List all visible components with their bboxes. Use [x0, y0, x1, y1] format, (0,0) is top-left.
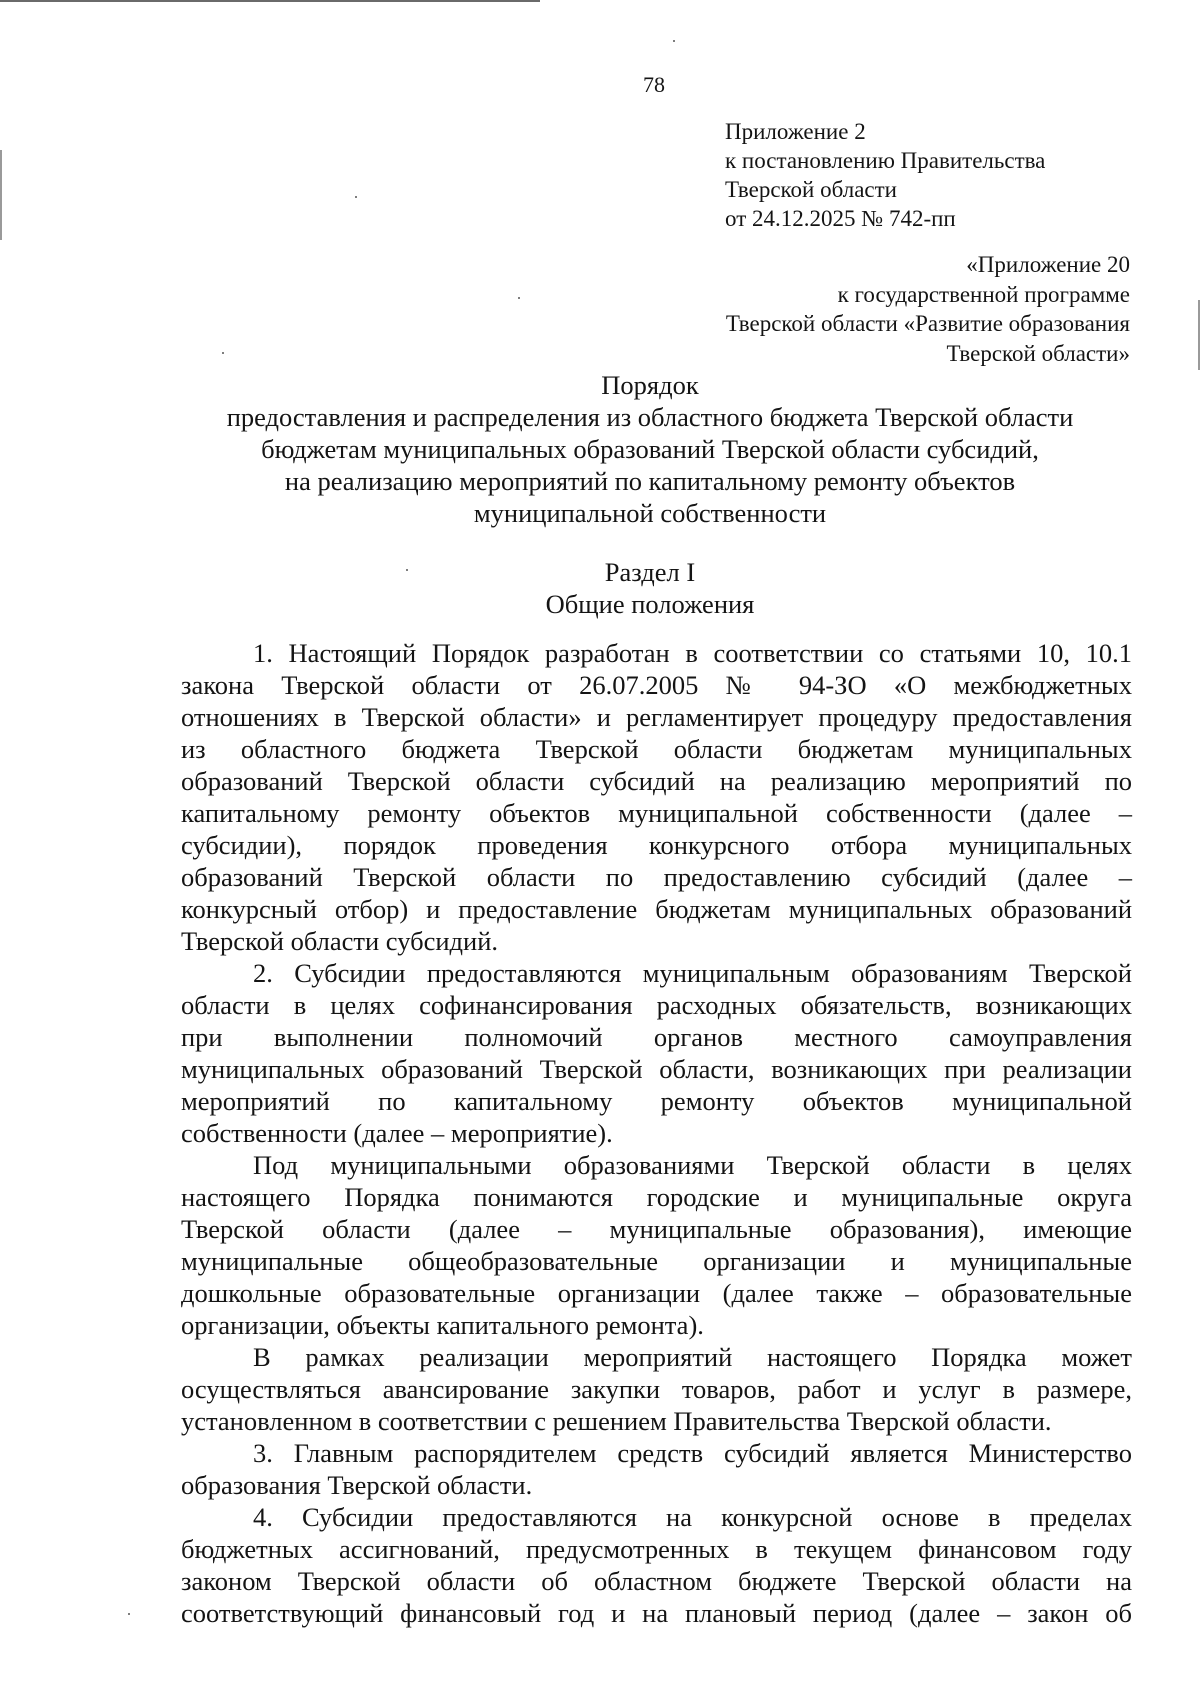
text-line: В рамках реализации мероприятий настоящего Порядка может — [253, 1342, 1132, 1372]
text-line: 1. Настоящий Порядок разработан в соответствии со статьями 10, 10.1 — [253, 638, 1132, 668]
text-line: осуществляться авансирование закупки товаров, работ и услуг в размере, — [181, 1374, 1132, 1404]
text-line: из областного бюджета Тверской области бюджетам муниципальных — [181, 734, 1132, 764]
text-line: дошкольные образовательные организации (далее также – образовательные — [181, 1278, 1132, 1308]
section-heading — [150, 556, 1150, 620]
document-title — [150, 369, 1150, 529]
scan-speck — [128, 1613, 130, 1615]
document-body — [181, 637, 1132, 1629]
text-line: муниципальные общеобразовательные организации и муниципальные — [181, 1246, 1132, 1276]
text-line: капитальному ремонту объектов муниципальной собственности (далее – — [181, 798, 1132, 828]
page-number: 78 — [643, 72, 665, 97]
text-line: установленном в соответствии с решением Правительства Тверской области. — [181, 1406, 1052, 1436]
title-line: Порядок — [601, 370, 699, 400]
scan-speck — [222, 352, 224, 354]
attachment-line: к постановлению Правительства — [725, 148, 1046, 173]
title-line: предоставления и распределения из областного бюджета Тверской области — [226, 402, 1074, 432]
title-line: бюджетам муниципальных образований Тверской области субсидий, — [261, 434, 1039, 464]
program-attachment-line: Тверской области «Развитие образования — [725, 311, 1130, 336]
attachment-block — [725, 117, 1045, 233]
paragraph — [181, 1341, 1132, 1437]
text-line: муниципальных образований Тверской области, возникающих при реализации — [181, 1054, 1132, 1084]
text-line: отношениях в Тверской области» и регламентирует процедуру предоставления — [181, 702, 1132, 732]
text-line: Тверской области (далее – муниципальные образования), имеющие — [181, 1214, 1132, 1244]
text-line: образования Тверской области. — [181, 1470, 533, 1500]
text-line: настоящего Порядка понимаются городские и муниципальные округа — [181, 1182, 1132, 1212]
paragraph — [181, 1437, 1132, 1501]
scan-speck — [518, 297, 520, 299]
text-line: организации, объекты капитального ремонта). — [181, 1310, 704, 1340]
text-line: 3. Главным распорядителем средств субсидий является Министерство — [253, 1438, 1132, 1468]
program-attachment-block — [726, 250, 1130, 368]
text-line: субсидии), порядок проведения конкурсного отбора муниципальных — [181, 830, 1132, 860]
text-line: Под муниципальными образованиями Тверской области в целях — [253, 1150, 1132, 1180]
program-attachment-line: Тверской области» — [946, 340, 1130, 366]
text-line: области в целях софинансирования расходных обязательств, возникающих — [181, 990, 1132, 1020]
paragraph — [181, 1501, 1132, 1629]
text-line: закона Тверской области от 26.07.2005 № 94-ЗО «О межбюджетных — [181, 670, 1132, 700]
paragraph — [181, 1149, 1132, 1341]
section-number: Раздел I — [604, 557, 696, 587]
program-attachment-line: к государственной программе — [837, 281, 1130, 307]
text-line: 4. Субсидии предоставляются на конкурсной основе в пределах — [253, 1502, 1132, 1532]
attachment-line: Тверской области — [725, 177, 897, 202]
text-line: законом Тверской области об областном бюджете Тверской области на — [181, 1566, 1132, 1596]
text-line: образований Тверской области субсидий на реализацию мероприятий по — [181, 766, 1132, 796]
text-line: соответствующий финансовый год и на плановый период (далее – закон об — [181, 1598, 1132, 1628]
title-line: на реализацию мероприятий по капитальному ремонту объектов — [284, 466, 1016, 496]
program-attachment-line: «Приложение 20 — [966, 252, 1130, 277]
scan-speck — [355, 196, 357, 198]
paragraph — [181, 957, 1132, 1149]
text-line: 2. Субсидии предоставляются муниципальным образованиям Тверской — [253, 958, 1132, 988]
scan-speck — [673, 40, 675, 42]
scan-edge-top — [0, 0, 540, 2]
title-line: муниципальной собственности — [473, 498, 827, 528]
text-line: мероприятий по капитальному ремонту объектов муниципальной — [181, 1086, 1132, 1116]
attachment-line: от 24.12.2025 № 742-пп — [725, 206, 956, 231]
section-name: Общие положения — [545, 589, 755, 619]
text-line: образований Тверской области по предоставлению субсидий (далее – — [181, 862, 1132, 892]
text-line: при выполнении полномочий органов местного самоуправления — [181, 1022, 1132, 1052]
text-line: конкурсный отбор) и предоставление бюджетам муниципальных образований — [181, 894, 1132, 924]
paragraph — [181, 637, 1132, 957]
scan-edge-left — [0, 150, 2, 240]
text-line: Тверской области субсидий. — [181, 926, 499, 956]
attachment-line: Приложение 2 — [725, 119, 866, 144]
text-line: бюджетных ассигнований, предусмотренных в текущем финансовом году — [181, 1534, 1132, 1564]
text-line: собственности (далее – мероприятие). — [181, 1118, 613, 1148]
